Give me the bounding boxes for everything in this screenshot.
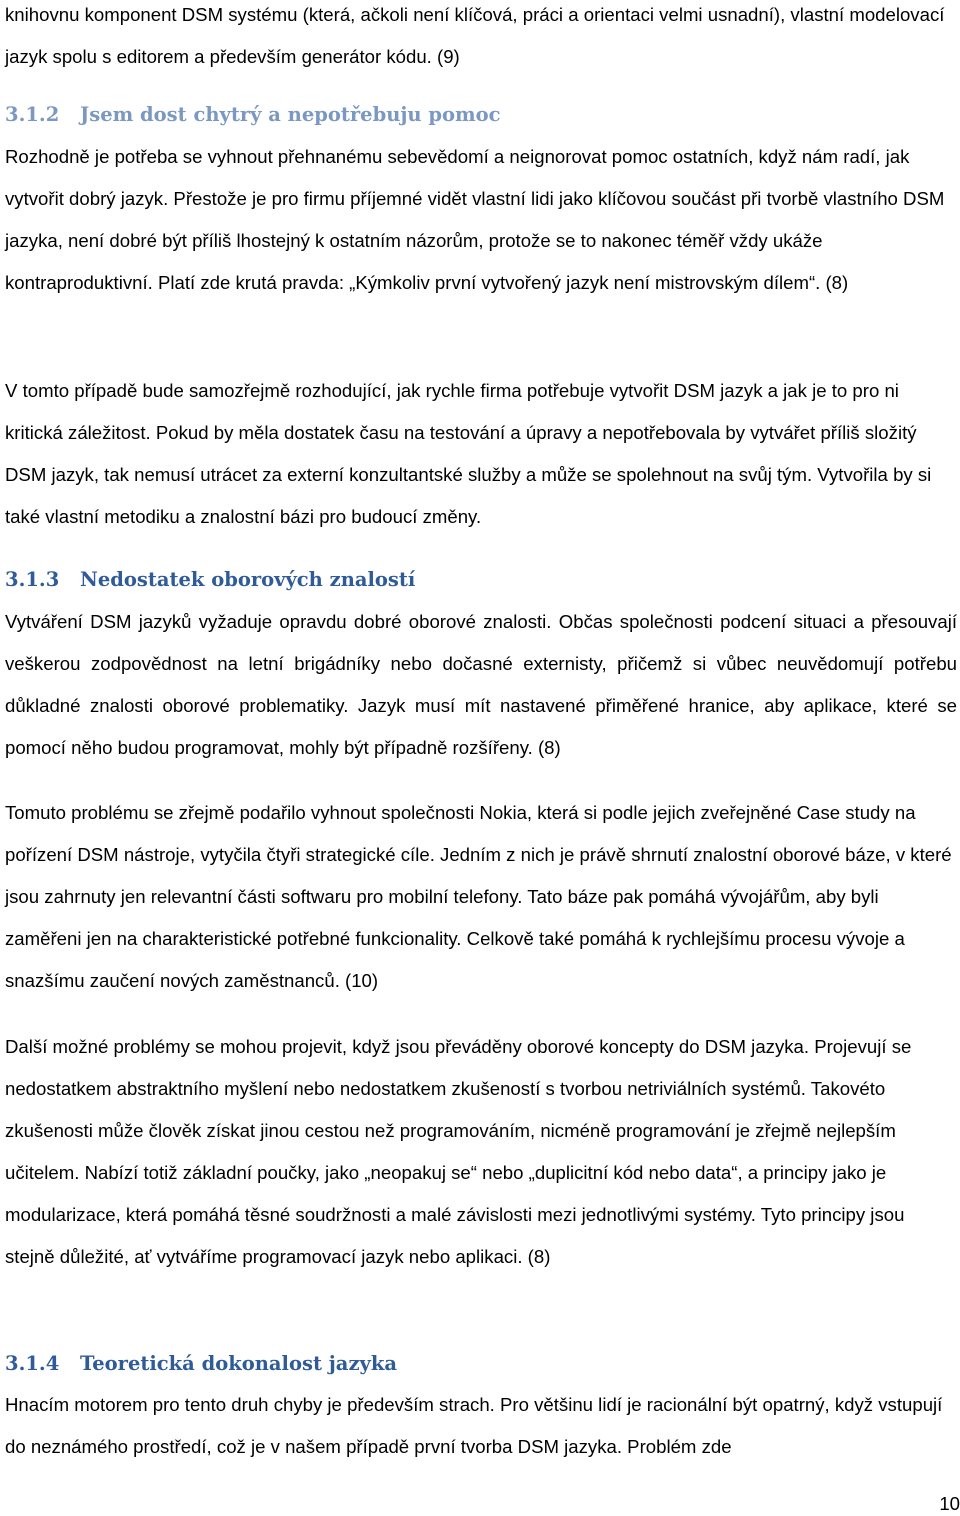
- paragraph: Rozhodně je potřeba se vyhnout přehnanému sebevědomí a neignorovat pomoc ostatních, když nám radí, jak vytvořit dobrý jazyk. Přestože je pro firmu příjemné vidět vlastní lidi jako klíčovou součást při tvorbě vlastního DSM jazyka, není dobré být příliš lhostejný k ostatním názorům, protože se to nakonec téměř vždy ukáže kontraproduktivní. Platí zde krutá pravda: „Kýmkoliv první vytvořený jazyk není mistrovským dílem“. (8): [5, 146, 945, 293]
- section-title: Nedostatek oborových znalostí: [80, 568, 416, 591]
- page-number: 10: [939, 1493, 960, 1514]
- section-title: Teoretická dokonalost jazyka: [80, 1352, 397, 1375]
- section-title: Jsem dost chytrý a nepotřebuju pomoc: [80, 103, 501, 126]
- section-heading-3-1-3: [5, 565, 945, 595]
- section-number: 3.1.2: [5, 103, 60, 126]
- paragraph: Další možné problémy se mohou projevit, když jsou převáděny oborové koncepty do DSM jazyka. Projevují se nedostatkem abstraktního myšlení nebo nedostatkem zkušeností s tvorbou netriviálních systémů. Takovéto zkušenosti může člověk získat jinou cestou než programováním, nicméně programování je zřejmě nejlepším učitelem. Nabízí totiž základní poučky, jako „neopakuj se“ nebo „duplicitní kód nebo data“, a principy jako je modularizace, která pomáhá těsné soudržnosti a malé závislosti mezi jednotlivými systémy. Tyto principy jsou stejně důležité, ať vytváříme programovací jazyk nebo aplikaci. (8): [5, 1036, 912, 1267]
- section-number: 3.1.4: [5, 1352, 60, 1375]
- section-number: 3.1.3: [5, 568, 60, 591]
- paragraph: Vytváření DSM jazyků vyžaduje opravdu dobré oborové znalosti. Občas společnosti podcení situaci a přesouvají veškerou zodpovědnost na letní brigádníky nebo dočasné externisty, přičemž si vůbec neuvědomují potřebu důkladné znalosti oborové problematiky. Jazyk musí mít nastavené přiměřené hranice, aby aplikace, které se pomocí něho budou programovat, mohly být případně rozšířeny. (8): [5, 611, 957, 758]
- section-heading-3-1-4: [5, 1349, 945, 1379]
- section-heading-3-1-2: [5, 100, 945, 130]
- intro-paragraph: knihovnu komponent DSM systému (která, ačkoli není klíčová, práci a orientaci velmi usnadní), vlastní modelovací jazyk spolu s editorem a především generátor kódu. (9): [5, 4, 945, 67]
- paragraph: V tomto případě bude samozřejmě rozhodující, jak rychle firma potřebuje vytvořit DSM jazyk a jak je to pro ni kritická záležitost. Pokud by měla dostatek času na testování a úpravy a nepotřebovala by vytvářet příliš složitý DSM jazyk, tak nemusí utrácet za externí konzultantské služby a může se spolehnout na svůj tým. Vytvořila by si také vlastní metodiku a znalostní bázi pro budoucí změny.: [5, 380, 932, 527]
- paragraph: Hnacím motorem pro tento druh chyby je především strach. Pro většinu lidí je racionální být opatrný, když vstupují do neznámého prostředí, což je v našem případě první tvorba DSM jazyka. Problém zde: [5, 1394, 943, 1457]
- paragraph: Tomuto problému se zřejmě podařilo vyhnout společnosti Nokia, která si podle jejich zveřejněné Case study na pořízení DSM nástroje, vytyčila čtyři strategické cíle. Jedním z nich je právě shrnutí znalostní oborové báze, v které jsou zahrnuty jen relevantní části softwaru pro mobilní telefony. Tato báze pak pomáhá vývojářům, aby byli zaměřeni jen na charakteristické potřebné funkcionality. Celkově také pomáhá k rychlejšímu procesu vývoje a snazšímu zaučení nových zaměstnanců. (10): [5, 802, 952, 991]
